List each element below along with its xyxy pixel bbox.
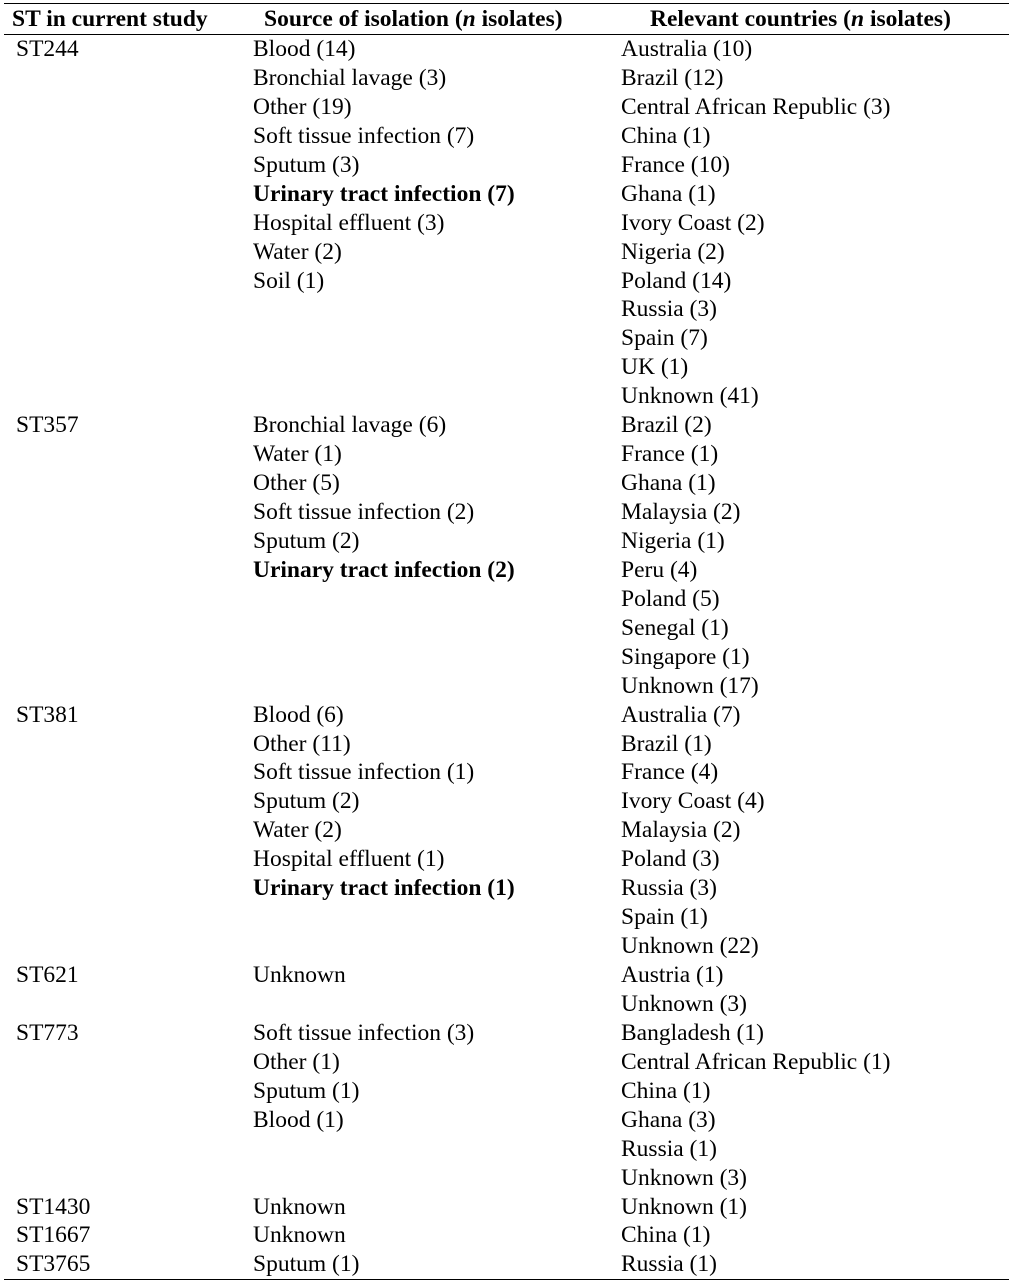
country-item: Malaysia (2) xyxy=(621,499,741,525)
countries-cell xyxy=(621,1221,1009,1250)
st-label: ST1430 xyxy=(16,1193,91,1220)
table-row xyxy=(4,701,1009,961)
source-item: Other (5) xyxy=(253,470,340,497)
country-item: UK (1) xyxy=(621,354,689,381)
source-cell xyxy=(253,701,621,904)
country-item: Senegal (1) xyxy=(621,614,729,641)
country-item: Unknown (3) xyxy=(621,1164,747,1191)
country-item: Ivory Coast (4) xyxy=(621,788,765,815)
country-item: France (10) xyxy=(621,151,730,178)
source-item: Blood (1) xyxy=(253,1106,344,1133)
st-label: ST621 xyxy=(16,962,79,988)
countries-cell xyxy=(621,961,1009,1019)
countries-cell xyxy=(621,411,1009,700)
countries-cell xyxy=(621,1019,1009,1193)
source-item: Bronchial lavage (6) xyxy=(253,412,447,439)
source-item: Unknown xyxy=(253,962,346,988)
header-source: Source of isolation (n isolates) xyxy=(264,5,563,32)
source-item: Urinary tract infection (2) xyxy=(253,556,515,583)
source-item: Unknown xyxy=(253,1193,346,1220)
source-item: Urinary tract infection (1) xyxy=(253,875,515,902)
country-item: Singapore (1) xyxy=(621,643,750,670)
source-cell xyxy=(253,1221,621,1250)
country-item: Central African Republic (3) xyxy=(621,93,891,120)
source-item: Sputum (2) xyxy=(253,527,360,554)
source-item: Water (2) xyxy=(253,817,342,844)
source-cell xyxy=(253,35,621,295)
st-cell xyxy=(4,35,253,64)
source-cell xyxy=(253,1193,621,1222)
country-item: China (1) xyxy=(621,122,711,149)
source-item: Blood (6) xyxy=(253,701,344,728)
country-item: Australia (7) xyxy=(621,701,741,728)
isolates-table xyxy=(4,3,1009,1280)
country-item: Unknown (22) xyxy=(621,933,759,960)
country-item: Australia (10) xyxy=(621,36,753,62)
country-item: Nigeria (1) xyxy=(621,527,725,554)
source-item: Sputum (1) xyxy=(253,1077,360,1104)
source-item: Soft tissue infection (7) xyxy=(253,122,475,149)
source-item: Sputum (2) xyxy=(253,788,360,815)
source-item: Soil (1) xyxy=(253,267,325,294)
country-item: Brazil (12) xyxy=(621,64,724,91)
country-item: Unknown (3) xyxy=(621,990,747,1017)
source-cell xyxy=(253,1250,621,1279)
st-cell xyxy=(4,961,253,990)
source-item: Other (1) xyxy=(253,1048,340,1075)
country-item: Spain (7) xyxy=(621,325,708,352)
country-item: Bangladesh (1) xyxy=(621,1019,764,1046)
table-row xyxy=(4,1250,1009,1279)
country-item: Poland (3) xyxy=(621,846,720,873)
country-item: Peru (4) xyxy=(621,556,698,583)
st-label: ST244 xyxy=(16,36,79,62)
table-body xyxy=(4,35,1009,1279)
country-item: Austria (1) xyxy=(621,962,724,988)
source-item: Sputum (3) xyxy=(253,151,360,178)
table-header-row xyxy=(4,4,1009,35)
country-item: Unknown (41) xyxy=(621,383,759,410)
source-item: Hospital effluent (1) xyxy=(253,846,445,873)
st-cell xyxy=(4,1250,253,1279)
country-item: Spain (1) xyxy=(621,904,708,931)
table-row xyxy=(4,411,1009,700)
country-item: Russia (3) xyxy=(621,875,717,902)
header-countries: Relevant countries (n isolates) xyxy=(650,5,951,32)
country-item: China (1) xyxy=(621,1222,711,1249)
source-item: Soft tissue infection (3) xyxy=(253,1019,475,1046)
country-item: Russia (1) xyxy=(621,1251,717,1278)
country-item: Central African Republic (1) xyxy=(621,1048,891,1075)
countries-cell xyxy=(621,1250,1009,1279)
country-item: Brazil (1) xyxy=(621,730,712,757)
st-cell xyxy=(4,411,253,440)
st-label: ST1667 xyxy=(16,1222,91,1249)
table-row xyxy=(4,961,1009,1019)
country-item: Malaysia (2) xyxy=(621,817,741,844)
country-item: Unknown (17) xyxy=(621,672,759,699)
source-item: Bronchial lavage (3) xyxy=(253,64,447,91)
st-cell xyxy=(4,1019,253,1048)
country-item: Ghana (1) xyxy=(621,470,716,497)
header-st: ST in current study xyxy=(12,5,208,32)
source-item: Urinary tract infection (7) xyxy=(253,180,515,207)
country-item: Russia (3) xyxy=(621,296,717,323)
st-cell xyxy=(4,1221,253,1250)
source-item: Water (1) xyxy=(253,441,342,468)
source-item: Unknown xyxy=(253,1222,346,1249)
source-item: Water (2) xyxy=(253,238,342,265)
st-cell xyxy=(4,701,253,730)
table-row xyxy=(4,35,1009,411)
country-item: Poland (5) xyxy=(621,585,720,612)
country-item: Brazil (2) xyxy=(621,412,712,439)
st-label: ST357 xyxy=(16,412,79,439)
source-cell xyxy=(253,1019,621,1135)
country-item: France (1) xyxy=(621,441,719,468)
country-item: Unknown (1) xyxy=(621,1193,747,1220)
source-item: Sputum (1) xyxy=(253,1251,360,1278)
table-row xyxy=(4,1019,1009,1193)
source-item: Hospital effluent (3) xyxy=(253,209,445,236)
source-item: Soft tissue infection (2) xyxy=(253,499,475,525)
source-item: Soft tissue infection (1) xyxy=(253,759,475,786)
source-item: Other (11) xyxy=(253,730,351,757)
country-item: China (1) xyxy=(621,1077,711,1104)
table-row xyxy=(4,1193,1009,1222)
source-item: Blood (14) xyxy=(253,36,356,62)
country-item: Russia (1) xyxy=(621,1135,717,1162)
st-label: ST773 xyxy=(16,1019,79,1046)
countries-cell xyxy=(621,701,1009,961)
country-item: Ghana (3) xyxy=(621,1106,716,1133)
source-item: Other (19) xyxy=(253,93,352,120)
countries-cell xyxy=(621,1193,1009,1222)
source-cell xyxy=(253,961,621,990)
country-item: France (4) xyxy=(621,759,719,786)
st-label: ST381 xyxy=(16,701,79,728)
country-item: Ivory Coast (2) xyxy=(621,209,765,236)
source-cell xyxy=(253,411,621,585)
table-row xyxy=(4,1221,1009,1250)
st-label: ST3765 xyxy=(16,1251,91,1278)
country-item: Nigeria (2) xyxy=(621,238,725,265)
st-cell xyxy=(4,1193,253,1222)
country-item: Poland (14) xyxy=(621,267,732,294)
countries-cell xyxy=(621,35,1009,411)
country-item: Ghana (1) xyxy=(621,180,716,207)
